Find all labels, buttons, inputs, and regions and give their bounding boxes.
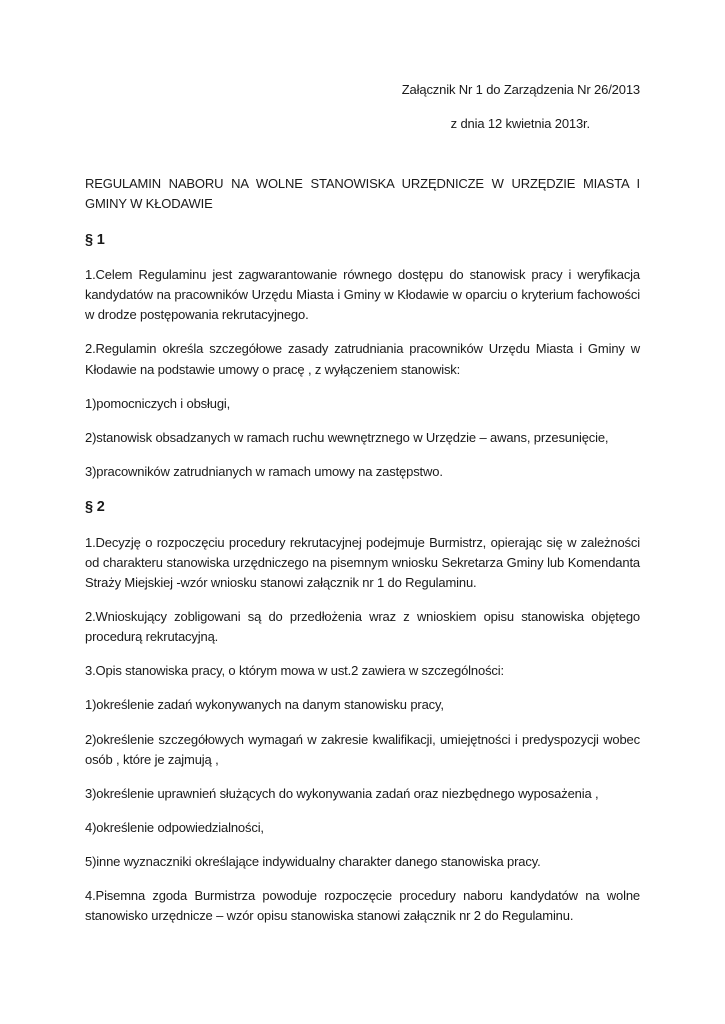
list-item: 3)określenie uprawnień służących do wykonywania zadań oraz niezbędnego wyposażenia , <box>85 785 599 801</box>
paragraph: 1.Decyzję o rozpoczęciu procedury rekrutacyjnej podejmuje Burmistrz, opierając się w zależności od charakteru stanowiska urzędniczego na pisemnym wniosku Sekretarza Gminy lub Komendanta Straży Miejskiej -wzór wniosku stanowi załącznik nr 1 do Regulaminu. <box>85 534 640 590</box>
list-item: 5)inne wyznaczniki określające indywidualny charakter danego stanowiska pracy. <box>85 854 541 870</box>
paragraph: 4.Pisemna zgoda Burmistrza powoduje rozpoczęcie procedury naboru kandydatów na wolne stanowisko urzędnicze – wzór opisu stanowiska stanowi załącznik nr 2 do Regulaminu. <box>85 888 640 924</box>
list-item: 2)określenie szczegółowych wymagań w zakresie kwalifikacji, umiejętności i predyspozycji wobec osób , które je zajmują , <box>85 731 640 767</box>
attachment-reference-line: Załącznik Nr 1 do Zarządzenia Nr 26/2013 <box>401 82 640 97</box>
document-date-line: z dnia 12 kwietnia 2013r. <box>450 116 590 132</box>
section-1 <box>85 229 640 483</box>
section-1-heading: § 1 <box>85 231 105 248</box>
paragraph: 3.Opis stanowiska pracy, o którym mowa w ust.2 zawiera w szczególności: <box>85 663 504 679</box>
document-header <box>85 80 640 134</box>
list-item: 2)stanowisk obsadzanych w ramach ruchu wewnętrznego w Urzędzie – awans, przesunięcie, <box>85 429 609 445</box>
section-2 <box>85 496 640 926</box>
paragraph: 2.Regulamin określa szczegółowe zasady zatrudniania pracowników Urzędu Miasta i Gminy w Kłodawie na podstawie umowy o pracę , z wyłączeniem stanowisk: <box>85 341 640 377</box>
list-item: 1)określenie zadań wykonywanych na danym stanowisku pracy, <box>85 697 444 713</box>
list-item: 4)określenie odpowiedzialności, <box>85 820 264 836</box>
section-2-heading: § 2 <box>85 499 105 516</box>
document-title: REGULAMIN NABORU NA WOLNE STANOWISKA URZĘDNICZE W URZĘDZIE MIASTA I GMINY W KŁODAWIE <box>85 176 640 212</box>
paragraph: 2.Wnioskujący zobligowani są do przedłożenia wraz z wnioskiem opisu stanowiska objętego procedurą rekrutacyjną. <box>85 609 640 645</box>
paragraph: 1.Celem Regulaminu jest zagwarantowanie równego dostępu do stanowisk pracy i weryfikacja kandydatów na pracowników Urzędu Miasta i Gminy w Kłodawie w oparciu o kryterium fachowości w drodze postępowania rekrutacyjnego. <box>85 267 640 323</box>
list-item: 3)pracowników zatrudnianych w ramach umowy na zastępstwo. <box>85 464 443 480</box>
list-item: 1)pomocniczych i obsługi, <box>85 395 231 411</box>
